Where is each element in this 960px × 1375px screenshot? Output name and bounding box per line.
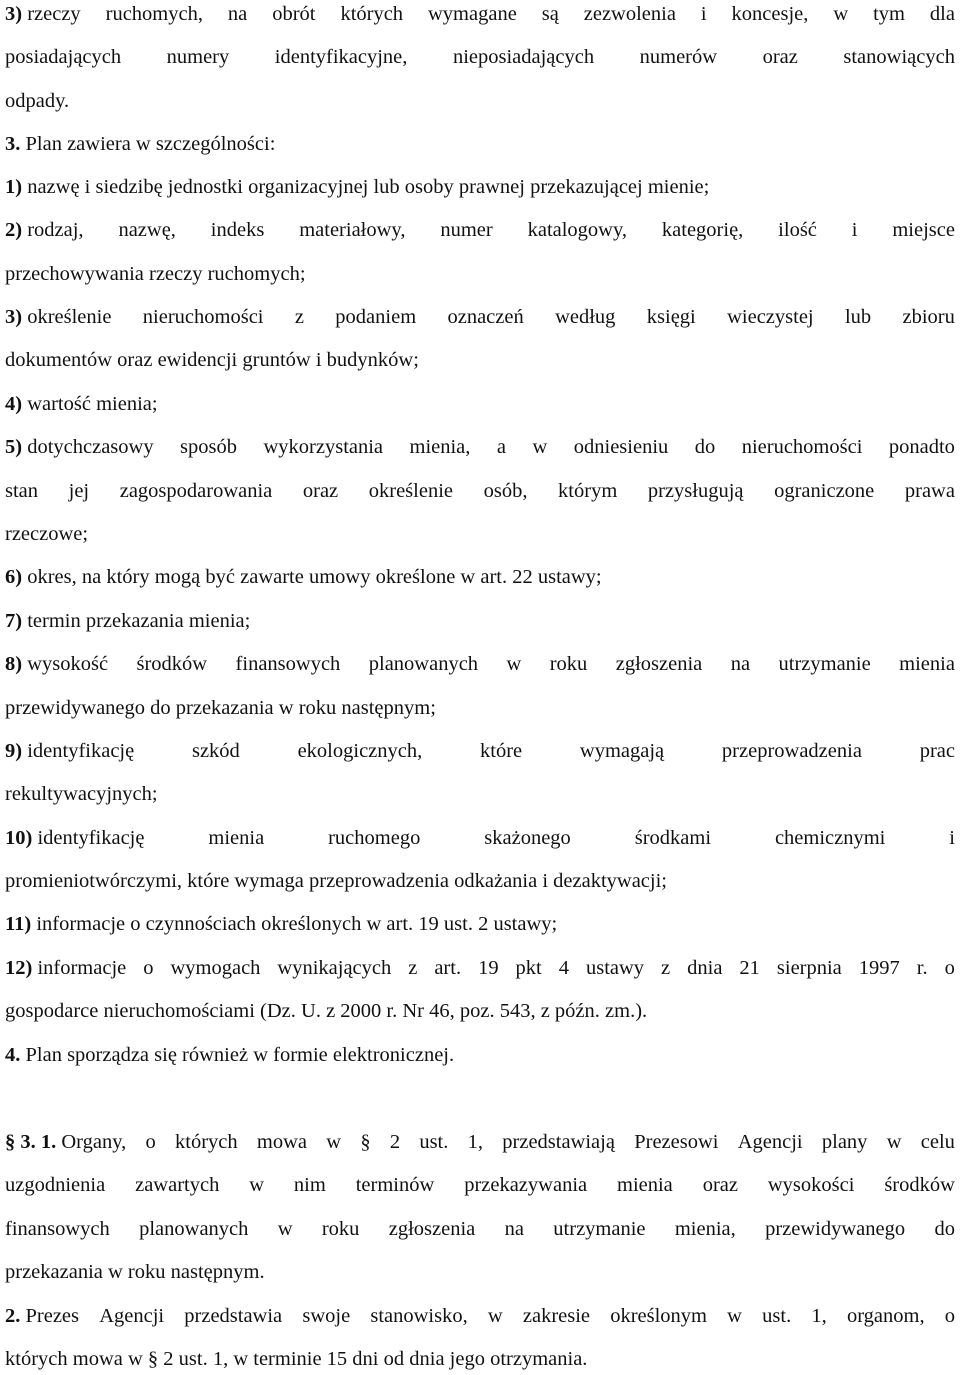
word: w: [487, 1305, 503, 1327]
word: numer: [440, 219, 493, 241]
text-line: [5, 652, 955, 676]
word: którym: [558, 480, 618, 502]
item-number: 10): [5, 827, 33, 849]
text-line: [5, 739, 955, 763]
word: wynikających: [277, 957, 392, 979]
word: 4: [558, 957, 569, 979]
word: utrzymanie: [778, 653, 871, 675]
word: i: [700, 3, 707, 25]
line-text: rekultywacyjnych;: [5, 783, 158, 805]
word: o: [143, 957, 154, 979]
text-line: [5, 305, 955, 329]
text-line: [5, 956, 955, 980]
line-text: których mowa w § 2 ust. 1, w terminie 15 dni od dnia jego otrzymania.: [5, 1348, 588, 1370]
word: według: [555, 306, 616, 328]
word: na: [730, 653, 751, 675]
word: ust.: [419, 1131, 449, 1153]
word: księgi: [646, 306, 696, 328]
word: oraz: [702, 1174, 738, 1196]
line-text: dokumentów oraz ewidencji gruntów i budynków;: [5, 349, 419, 371]
word: sposób: [180, 436, 238, 458]
word: mowa: [256, 1131, 308, 1153]
word: do: [694, 436, 716, 458]
text-line: [5, 999, 955, 1023]
text-line: [5, 912, 955, 936]
text-line: [5, 89, 955, 113]
word: wieczystej: [727, 306, 814, 328]
word: Prezesowi: [634, 1131, 719, 1153]
line-text: Plan sporządza się również w formie elektronicznej.: [20, 1044, 455, 1066]
word: 3) rzeczy: [5, 3, 81, 25]
word: 2) rodzaj,: [5, 219, 84, 241]
word: wymagają: [579, 740, 665, 762]
word: organom,: [846, 1305, 925, 1327]
word: utrzymanie: [553, 1218, 646, 1240]
word: w: [833, 3, 849, 25]
word: w: [249, 1174, 265, 1196]
item-number: 4): [5, 393, 23, 415]
word: posiadających: [5, 46, 122, 68]
text-line: [5, 479, 955, 503]
line-text: przechowywania rzeczy ruchomych;: [5, 263, 306, 285]
text-line: [5, 2, 955, 26]
item-number: § 3. 1.: [5, 1131, 57, 1153]
word: nieruchomości: [142, 306, 264, 328]
word: mienia,: [409, 436, 471, 458]
word: § 3. 1. Organy,: [5, 1131, 127, 1153]
text-line: [5, 1347, 955, 1371]
word: numerów: [639, 46, 718, 68]
word: roku: [321, 1218, 360, 1240]
word: obrót: [272, 3, 316, 25]
item-number: 6): [5, 566, 23, 588]
text-line: [5, 435, 955, 459]
text-line: [5, 132, 955, 156]
word: zbioru: [902, 306, 955, 328]
word: finansowych: [235, 653, 341, 675]
word: zgłoszenia: [388, 1218, 476, 1240]
word: numery: [166, 46, 230, 68]
item-number: 2): [5, 219, 23, 241]
word: w: [886, 1131, 902, 1153]
word: dnia: [687, 957, 723, 979]
word: dla: [929, 3, 955, 25]
word: oznaczeń: [447, 306, 524, 328]
text-line: [5, 609, 955, 633]
text-line: [5, 392, 955, 416]
word: i: [851, 219, 858, 241]
word: 1,: [811, 1305, 827, 1327]
word: ograniczone: [774, 480, 875, 502]
word: 1997: [858, 957, 900, 979]
word: §: [360, 1131, 371, 1153]
word: materiałowy,: [299, 219, 406, 241]
item-number: 9): [5, 740, 23, 762]
word: określenie: [368, 480, 453, 502]
word: art.: [434, 957, 462, 979]
line-text: okres, na który mogą być zawarte umowy określone w art. 22 ustawy;: [22, 566, 602, 588]
word: oraz: [302, 480, 339, 502]
word: koncesje,: [731, 3, 809, 25]
word: nazwę,: [118, 219, 176, 241]
word: których: [340, 3, 404, 25]
text-line: [5, 782, 955, 806]
word: tym: [873, 3, 905, 25]
text-line: [5, 1304, 955, 1328]
item-number: 4.: [5, 1044, 21, 1066]
word: z: [408, 957, 418, 979]
item-number: 2.: [5, 1305, 21, 1327]
word: a: [496, 436, 506, 458]
word: 5) dotychczasowy: [5, 436, 154, 458]
line-text: odpady.: [5, 90, 70, 112]
word: wykorzystania: [263, 436, 384, 458]
word: terminów: [355, 1174, 435, 1196]
word: przeprowadzenia: [721, 740, 862, 762]
word: szkód: [191, 740, 240, 762]
word: 19: [478, 957, 499, 979]
word: mienia: [208, 827, 265, 849]
word: prac: [919, 740, 955, 762]
word: ekologicznych,: [297, 740, 423, 762]
line-text: Plan zawiera w szczególności:: [20, 133, 276, 155]
word: 21: [739, 957, 760, 979]
word: skażonego: [484, 827, 571, 849]
text-line: [5, 1260, 955, 1284]
word: jej: [68, 480, 90, 502]
line-text: rzeczowe;: [5, 523, 89, 545]
word: środków: [884, 1174, 955, 1196]
word: przedstawia: [184, 1305, 283, 1327]
word: mienia: [899, 653, 955, 675]
word: i: [949, 827, 955, 849]
text-line: [5, 826, 955, 850]
word: planowanych: [368, 653, 479, 675]
text-line: [5, 1173, 955, 1197]
line-text: wartość mienia;: [22, 393, 158, 415]
word: zezwolenia: [583, 3, 676, 25]
text-line: [5, 1217, 955, 1241]
word: o: [944, 1305, 955, 1327]
word: przedstawiają: [502, 1131, 615, 1153]
word: w: [727, 1305, 742, 1327]
text-line: [5, 348, 955, 372]
word: wymagane: [428, 3, 517, 25]
word: o: [944, 957, 955, 979]
word: nieruchomości: [741, 436, 863, 458]
word: 10) identyfikację: [5, 827, 145, 849]
word: których: [175, 1131, 238, 1153]
text-line: [5, 262, 955, 286]
item-number: 8): [5, 653, 23, 675]
word: ponadto: [888, 436, 955, 458]
item-number: 3): [5, 306, 23, 328]
line-text: przekazania w roku następnym.: [5, 1261, 265, 1283]
word: przewidywanego: [765, 1218, 906, 1240]
word: w: [326, 1131, 342, 1153]
word: ustawy: [585, 957, 645, 979]
word: osób,: [483, 480, 528, 502]
word: na: [504, 1218, 524, 1240]
word: nim: [293, 1174, 326, 1196]
word: ruchomych,: [105, 3, 203, 25]
word: przekazywania: [464, 1174, 588, 1196]
text-line: [5, 45, 955, 69]
item-number: 5): [5, 436, 23, 458]
word: które: [480, 740, 523, 762]
word: 3) określenie: [5, 306, 112, 328]
item-number: 11): [5, 913, 32, 935]
word: w: [532, 436, 548, 458]
item-number: 7): [5, 610, 23, 632]
word: 2. Prezes: [5, 1305, 80, 1327]
word: określonym: [610, 1305, 707, 1327]
word: prawa: [904, 480, 955, 502]
word: stanowiących: [843, 46, 955, 68]
word: 9) identyfikację: [5, 740, 135, 762]
word: plany: [821, 1131, 868, 1153]
word: Agencji: [737, 1131, 803, 1153]
text-line: [5, 869, 955, 893]
item-number: 3.: [5, 133, 21, 155]
word: mienia: [617, 1174, 673, 1196]
word: 8) wysokość: [5, 653, 109, 675]
line-text: gospodarce nieruchomościami (Dz. U. z 2000 r. Nr 46, poz. 543, z późn. zm.).: [5, 1000, 648, 1022]
word: 1,: [467, 1131, 484, 1153]
word: pkt: [515, 957, 542, 979]
word: mienia,: [674, 1218, 736, 1240]
text-line: [5, 218, 955, 242]
item-number: 3): [5, 3, 23, 25]
word: do: [934, 1218, 955, 1240]
word: z: [661, 957, 671, 979]
word: odniesieniu: [573, 436, 669, 458]
text-line: [5, 1043, 955, 1067]
line-text: nazwę i siedzibę jednostki organizacyjnej lub osoby prawnej przekazującej mienie;: [22, 176, 710, 198]
line-text: termin przekazania mienia;: [22, 610, 251, 632]
line-text: promieniotwórczymi, które wymaga przeprowadzenia odkażania i dezaktywacji;: [5, 870, 667, 892]
word: wysokości: [767, 1174, 855, 1196]
word: wymogach: [170, 957, 261, 979]
word: sierpnia: [776, 957, 842, 979]
word: uzgodnienia: [5, 1174, 106, 1196]
word: r.: [916, 957, 928, 979]
text-line: [5, 565, 955, 589]
word: środków: [136, 653, 208, 675]
word: 12) informacje: [5, 957, 127, 979]
word: stanowisko,: [370, 1305, 468, 1327]
word: ust.: [762, 1305, 792, 1327]
word: nieposiadających: [452, 46, 595, 68]
word: zakresie: [522, 1305, 591, 1327]
word: stan: [5, 480, 39, 502]
word: ruchomego: [328, 827, 421, 849]
word: indeks: [210, 219, 265, 241]
word: z: [294, 306, 304, 328]
word: środkami: [634, 827, 712, 849]
word: podaniem: [335, 306, 417, 328]
word: oraz: [762, 46, 798, 68]
text-line: [5, 696, 955, 720]
word: są: [541, 3, 559, 25]
text-line: [5, 1130, 955, 1154]
word: roku: [549, 653, 588, 675]
word: swoje: [302, 1305, 351, 1327]
word: o: [145, 1131, 156, 1153]
word: kategorię,: [661, 219, 744, 241]
text-line: [5, 522, 955, 546]
word: zawartych: [135, 1174, 220, 1196]
word: identyfikacyjne,: [274, 46, 408, 68]
word: chemicznymi: [774, 827, 886, 849]
word: celu: [920, 1131, 955, 1153]
word: ilość: [778, 219, 817, 241]
word: miejsce: [892, 219, 955, 241]
word: katalogowy,: [527, 219, 628, 241]
line-text: informacje o czynnościach określonych w art. 19 ust. 2 ustawy;: [31, 913, 558, 935]
word: na: [227, 3, 248, 25]
word: przysługują: [647, 480, 744, 502]
word: w: [277, 1218, 293, 1240]
word: zgłoszenia: [615, 653, 703, 675]
word: lub: [844, 306, 872, 328]
item-number: 1): [5, 176, 23, 198]
line-text: przewidywanego do przekazania w roku następnym;: [5, 697, 436, 719]
word: 2: [389, 1131, 401, 1153]
word: planowanych: [139, 1218, 249, 1240]
text-line: [5, 175, 955, 199]
word: w: [506, 653, 522, 675]
word: zagospodarowania: [119, 480, 273, 502]
word: finansowych: [5, 1218, 110, 1240]
item-number: 12): [5, 957, 33, 979]
word: Agencji: [99, 1305, 165, 1327]
